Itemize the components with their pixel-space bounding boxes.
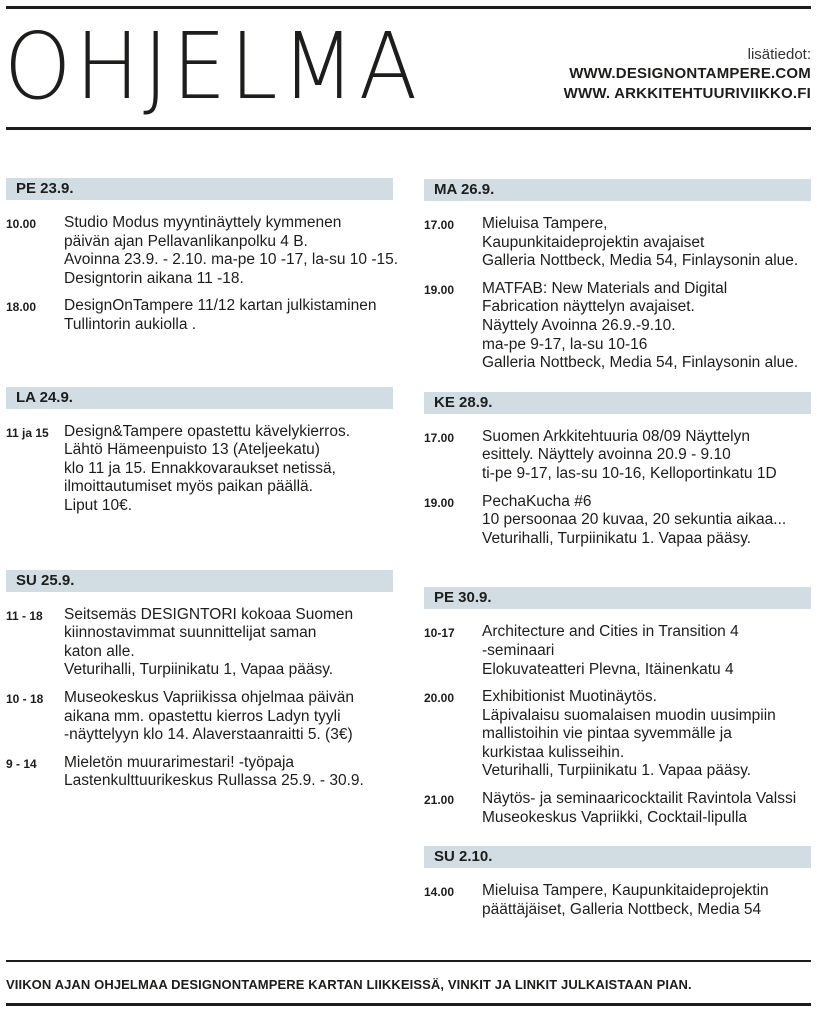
top-rule <box>6 6 811 9</box>
event-time: 21.00 <box>424 793 455 808</box>
event-time: 17.00 <box>424 218 455 232</box>
event-list <box>6 200 399 335</box>
event-time: 11 - 18 <box>6 608 43 623</box>
event-item <box>424 428 811 484</box>
event-item <box>424 882 811 919</box>
event-description-line: Tullintorin aukiolla . <box>64 315 197 333</box>
event-item <box>424 790 811 827</box>
event-item <box>6 297 393 334</box>
event-time: 19.00 <box>424 282 455 297</box>
event-item <box>6 214 399 288</box>
event-description-line: Seitsemäs DESIGNTORI kokoaa Suomen <box>64 605 354 623</box>
event-description-line: 10 persoonaa 20 kuvaa, 20 sekuntia aikaa... <box>482 511 787 529</box>
event-description-line: kiinnostavimmat suunnittelijat saman <box>64 624 317 642</box>
event-time: 10 - 18 <box>6 691 44 706</box>
day-section <box>6 178 399 335</box>
day-header: LA 24.9. <box>6 387 393 409</box>
event-description-line: aikana mm. opastettu kierros Ladyn tyyli <box>64 707 341 725</box>
event-time: 17.00 <box>424 430 455 445</box>
footer-top-rule <box>6 960 811 962</box>
event-description-line: katon alle. <box>64 642 135 660</box>
event-description-line: Museokeskus Vapriikki, Cocktail-lipulla <box>482 808 748 826</box>
event-time: 20.00 <box>424 691 455 706</box>
footer-bottom-rule <box>6 1003 811 1006</box>
event-description-line: Mieluisa Tampere, <box>482 215 608 232</box>
event-description-line: Veturihalli, Turpiinikatu 1. Vapaa pääsy. <box>482 762 752 780</box>
event-description-line: Fabrication näyttelyn avajaiset. <box>482 298 695 316</box>
event-description-line: kurkistaa kulisseihin. <box>482 743 625 761</box>
event-time: 10-17 <box>424 626 455 641</box>
day-header: PE 30.9. <box>424 587 811 609</box>
event-description-line: Designtorin aikana 11 -18. <box>64 269 244 287</box>
event-time: 14.00 <box>424 885 455 900</box>
day-header: SU 25.9. <box>6 570 393 592</box>
event-description-line: Lastenkulttuurikeskus Rullassa 25.9. - 30.9. <box>64 772 364 790</box>
event-item <box>424 688 811 781</box>
event-description-line: esittely. Näyttely avoinna 20.9 - 9.10 <box>482 446 731 464</box>
event-item <box>424 493 811 549</box>
day-header: SU 2.10. <box>424 846 811 868</box>
event-description-line: DesignOnTampere 11/12 kartan julkistaminen <box>64 297 377 315</box>
event-description-line: Mieletön muurarimestari! -työpaja <box>64 753 295 771</box>
event-description-line: PechaKucha #6 <box>482 492 592 510</box>
event-item <box>6 754 393 791</box>
event-list <box>6 409 393 516</box>
event-description-line: Veturihalli, Turpiinikatu 1. Vapaa pääsy. <box>482 529 752 547</box>
day-section <box>424 846 811 919</box>
event-description-line: Liput 10€. <box>64 496 133 514</box>
event-description-line: Läpivalaisu suomalaisen muodin uusimpiin <box>482 706 776 724</box>
event-time: 18.00 <box>6 300 37 315</box>
footer-note: VIIKON AJAN OHJELMAA DESIGNONTAMPERE KARTAN LIIKKEISSÄ, VINKIT JA LINKIT JULKAISTAAN PIAN. <box>6 977 692 992</box>
event-description-line: Avoinna 23.9. - 2.10. ma-pe 10 -17, la-su 10 -15. <box>64 251 399 269</box>
day-section <box>424 179 811 373</box>
event-item <box>6 689 393 745</box>
day-section <box>6 387 393 516</box>
event-description-line: Lähtö Hämeenpuisto 13 (Ateljeekatu) <box>64 441 320 459</box>
event-description-line: mallistoihin vie pintaa syvemmälle ja <box>482 725 732 743</box>
day-section <box>424 587 811 827</box>
day-header: PE 23.9. <box>6 178 393 200</box>
event-item <box>6 423 393 516</box>
event-list <box>424 414 811 549</box>
day-section <box>424 392 811 549</box>
page-title: OHJELMA <box>4 13 422 120</box>
event-description-line: päättäjäiset, Galleria Nottbeck, Media 54 <box>482 900 762 918</box>
event-description-line: klo 11 ja 15. Ennakkovaraukset netissä, <box>64 459 336 477</box>
event-time: 19.00 <box>424 495 455 510</box>
event-list <box>424 201 811 373</box>
event-description-line: Museokeskus Vapriikissa ohjelmaa päivän <box>64 688 355 706</box>
left-column <box>6 178 399 800</box>
event-description-line: Design&Tampere opastettu kävelykierros. <box>64 422 351 440</box>
event-description-line: Galleria Nottbeck, Media 54, Finlaysonin alue. <box>482 252 799 270</box>
event-item <box>424 280 811 373</box>
right-column <box>424 179 811 928</box>
event-description-line: Suomen Arkkitehtuuria 08/09 Näyttelyn <box>482 427 750 445</box>
event-description-line: Mieluisa Tampere, Kaupunkitaideprojektin <box>482 882 769 900</box>
event-item <box>424 623 811 679</box>
event-time: 10.00 <box>6 217 37 231</box>
event-description-line: Kaupunkitaideprojektin avajaiset <box>482 233 705 251</box>
event-description-line: -näyttelyyn klo 14. Alaverstaanraitti 5. (3€) <box>64 726 353 744</box>
event-description-line: päivän ajan Pellavanlikanpolku 4 B. <box>64 232 308 250</box>
event-description-line: Näyttely Avoinna 26.9.-9.10. <box>482 316 676 334</box>
info-label: lisätiedot: <box>747 46 811 63</box>
event-description-line: ma-pe 9-17, la-su 10-16 <box>482 335 648 353</box>
event-item <box>424 215 811 271</box>
day-header: KE 28.9. <box>424 392 811 414</box>
event-item <box>6 606 393 680</box>
event-description-line: Näytös- ja seminaaricocktailit Ravintola Valssi <box>482 790 797 808</box>
info-link-arkkitehtuuriviikko[interactable]: WWW. ARKKITEHTUURIVIIKKO.FI <box>563 85 811 102</box>
event-description-line: Architecture and Cities in Transition 4 <box>482 623 739 641</box>
event-description-line: -seminaari <box>482 641 555 659</box>
event-description-line: Veturihalli, Turpiinikatu 1, Vapaa pääsy. <box>64 661 334 679</box>
day-section <box>6 570 393 791</box>
day-header: MA 26.9. <box>424 179 811 201</box>
info-block <box>564 46 811 104</box>
event-description-line: ilmoittautumiset myös paikan päällä. <box>64 478 313 496</box>
header-rule <box>6 127 811 130</box>
event-time: 11 ja 15 <box>6 425 49 440</box>
event-description-line: ti-pe 9-17, las-su 10-16, Kelloportinkatu 1D <box>482 464 777 482</box>
event-list <box>6 592 393 791</box>
event-description-line: Galleria Nottbeck, Media 54, Finlaysonin alue. <box>482 354 799 372</box>
event-list <box>424 868 811 919</box>
event-description-line: MATFAB: New Materials and Digital <box>482 279 728 297</box>
event-description-line: Elokuvateatteri Plevna, Itäinenkatu 4 <box>482 660 734 678</box>
event-description-line: Studio Modus myyntinäyttely kymmenen <box>64 214 342 231</box>
event-list <box>424 609 811 827</box>
info-link-designontampere[interactable]: WWW.DESIGNONTAMPERE.COM <box>569 65 811 82</box>
event-time: 9 - 14 <box>6 756 37 771</box>
event-description-line: Exhibitionist Muotinäytös. <box>482 688 657 706</box>
